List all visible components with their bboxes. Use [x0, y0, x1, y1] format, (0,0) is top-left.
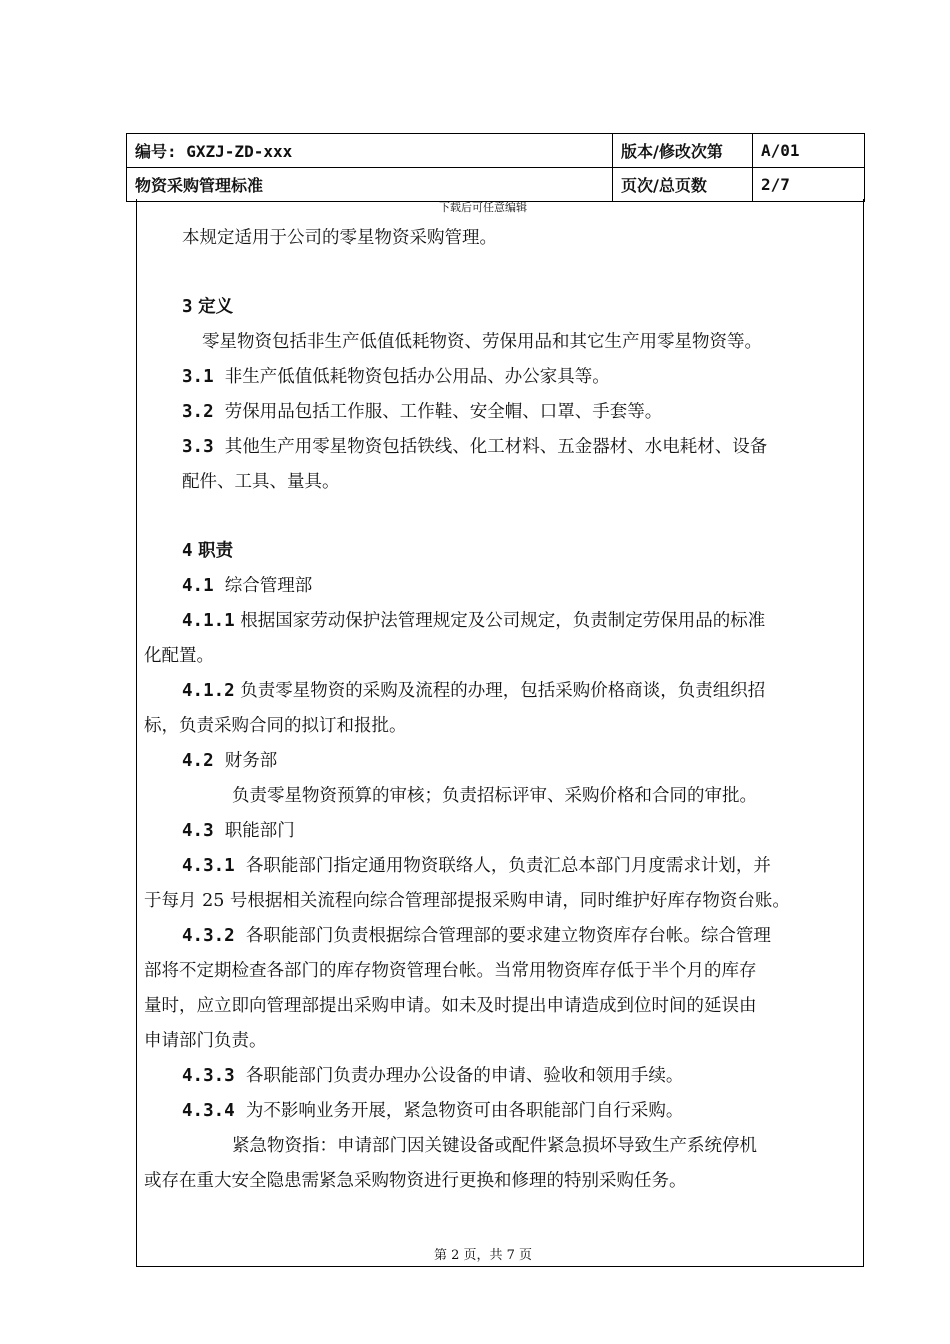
clause-4-3-1: 4.3.1 各职能部门指定通用物资联络人，负责汇总本部门月度需求计划，并	[182, 856, 771, 876]
clause-4-1-1-cont: 化配置。	[144, 646, 214, 666]
clause-4-3-4: 4.3.4 为不影响业务开展，紧急物资可由各职能部门自行采购。	[182, 1101, 684, 1121]
clause-4-3-2-cont-2: 量时，应立即向管理部提出采购申请。如未及时提出申请造成到位时间的延误由	[144, 996, 757, 1016]
section-3-intro: 零星物资包括非生产低值低耗物资、劳保用品和其它生产用零星物资等。	[202, 332, 762, 352]
version-value: A/01	[753, 134, 865, 168]
page-count-value: 2/7	[753, 168, 865, 202]
clause-4-3-2-cont-3: 申请部门负责。	[144, 1031, 267, 1051]
clause-4-1-1: 4.1.1 根据国家劳动保护法管理规定及公司规定，负责制定劳保用品的标准	[182, 611, 766, 631]
clause-4-1-2: 4.1.2 负责零星物资的采购及流程的办理，包括采购价格商谈，负责组织招	[182, 681, 766, 701]
clause-3-3-cont: 配件、工具、量具。	[182, 472, 340, 492]
clause-4-2-text: 负责零星物资预算的审核；负责招标评审、采购价格和合同的审批。	[232, 786, 757, 806]
page-footer: 第 2 页，共 7 页	[433, 1248, 533, 1263]
clause-4-3-3: 4.3.3 各职能部门负责办理办公设备的申请、验收和领用手续。	[182, 1066, 684, 1086]
clause-3-1: 3.1 非生产低值低耗物资包括办公用品、办公家具等。	[182, 367, 610, 387]
version-label: 版本/修改次第	[613, 134, 753, 168]
section-3-heading: 3 定义	[182, 297, 234, 317]
emergency-definition-cont: 或存在重大安全隐患需紧急采购物资进行更换和修理的特别采购任务。	[144, 1171, 687, 1191]
clause-4-2: 4.2 财务部	[182, 751, 278, 771]
clause-4-1: 4.1 综合管理部	[182, 576, 313, 596]
clause-3-2: 3.2 劳保用品包括工作服、工作鞋、安全帽、口罩、手套等。	[182, 402, 663, 422]
clause-4-3: 4.3 职能部门	[182, 821, 295, 841]
document-body	[144, 221, 834, 1199]
document-title: 物资采购管理标准	[127, 168, 613, 202]
scope-line: 本规定适用于公司的零星物资采购管理。	[182, 228, 497, 248]
section-4-heading: 4 职责	[182, 541, 234, 561]
edit-note: 下载后可任意编辑	[439, 201, 527, 214]
document-header-table	[126, 133, 864, 199]
clause-4-3-2: 4.3.2 各职能部门负责根据综合管理部的要求建立物资库存台帐。综合管理	[182, 926, 771, 946]
clause-4-1-2-cont: 标，负责采购合同的拟订和报批。	[144, 716, 407, 736]
clause-4-3-1-cont: 于每月 25 号根据相关流程向综合管理部提报采购申请，同时维护好库存物资台账。	[144, 891, 790, 911]
clause-4-3-2-cont-1: 部将不定期检查各部门的库存物资管理台帐。当常用物资库存低于半个月的库存	[144, 961, 757, 981]
emergency-definition: 紧急物资指：申请部门因关键设备或配件紧急损坏导致生产系统停机	[232, 1136, 757, 1156]
clause-3-3: 3.3 其他生产用零星物资包括铁线、化工材料、五金器材、水电耗材、设备	[182, 437, 768, 457]
page-count-label: 页次/总页数	[613, 168, 753, 202]
document-code: 编号: GXZJ-ZD-xxx	[127, 134, 613, 168]
